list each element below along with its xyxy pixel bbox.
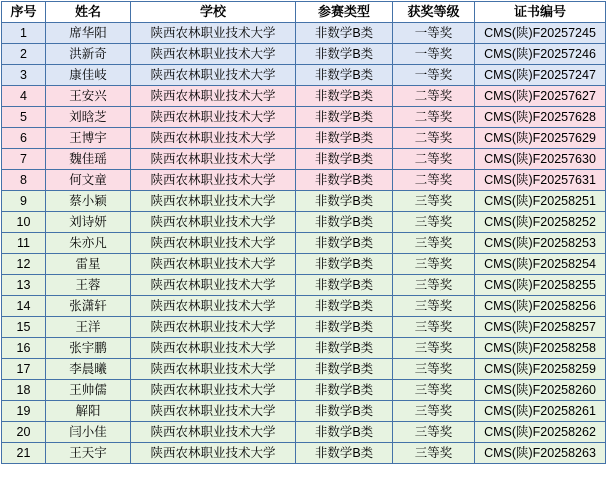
table-row [2, 170, 606, 191]
cell-student-name: 王安兴 [46, 86, 131, 107]
cell-student-name: 张潇轩 [46, 296, 131, 317]
cell-contest-type: 非数学B类 [296, 359, 393, 380]
cell-award-level: 三等奖 [393, 233, 475, 254]
cell-school: 陕西农林职业技术大学 [131, 23, 296, 44]
table-row [2, 107, 606, 128]
cell-school: 陕西农林职业技术大学 [131, 107, 296, 128]
cell-student-name: 张宇鹏 [46, 338, 131, 359]
cell-school: 陕西农林职业技术大学 [131, 65, 296, 86]
cell-serial-number: 18 [2, 380, 46, 401]
table-row [2, 422, 606, 443]
cell-certificate-number: CMS(陕)F20257628 [475, 107, 606, 128]
cell-student-name: 雷星 [46, 254, 131, 275]
cell-serial-number: 20 [2, 422, 46, 443]
table-row [2, 128, 606, 149]
cell-school: 陕西农林职业技术大学 [131, 338, 296, 359]
cell-school: 陕西农林职业技术大学 [131, 170, 296, 191]
cell-serial-number: 5 [2, 107, 46, 128]
cell-certificate-number: CMS(陕)F20258256 [475, 296, 606, 317]
cell-student-name: 王天宇 [46, 443, 131, 464]
cell-school: 陕西农林职业技术大学 [131, 86, 296, 107]
cell-student-name: 蔡小颖 [46, 191, 131, 212]
column-header-cert: 证书编号 [475, 2, 606, 23]
cell-contest-type: 非数学B类 [296, 254, 393, 275]
cell-serial-number: 15 [2, 317, 46, 338]
cell-award-level: 一等奖 [393, 65, 475, 86]
cell-contest-type: 非数学B类 [296, 422, 393, 443]
cell-contest-type: 非数学B类 [296, 338, 393, 359]
table-body [2, 23, 606, 464]
table-row [2, 401, 606, 422]
cell-serial-number: 10 [2, 212, 46, 233]
cell-certificate-number: CMS(陕)F20258251 [475, 191, 606, 212]
cell-contest-type: 非数学B类 [296, 149, 393, 170]
cell-student-name: 李晨曦 [46, 359, 131, 380]
cell-certificate-number: CMS(陕)F20257627 [475, 86, 606, 107]
cell-certificate-number: CMS(陕)F20258255 [475, 275, 606, 296]
table-row [2, 86, 606, 107]
cell-school: 陕西农林职业技术大学 [131, 317, 296, 338]
cell-award-level: 一等奖 [393, 23, 475, 44]
cell-award-level: 三等奖 [393, 254, 475, 275]
cell-certificate-number: CMS(陕)F20258262 [475, 422, 606, 443]
cell-certificate-number: CMS(陕)F20258253 [475, 233, 606, 254]
cell-award-level: 一等奖 [393, 44, 475, 65]
table-row [2, 44, 606, 65]
cell-contest-type: 非数学B类 [296, 65, 393, 86]
cell-student-name: 康佳岐 [46, 65, 131, 86]
cell-serial-number: 3 [2, 65, 46, 86]
cell-contest-type: 非数学B类 [296, 44, 393, 65]
cell-school: 陕西农林职业技术大学 [131, 212, 296, 233]
cell-serial-number: 1 [2, 23, 46, 44]
cell-certificate-number: CMS(陕)F20257629 [475, 128, 606, 149]
cell-award-level: 二等奖 [393, 128, 475, 149]
cell-award-level: 二等奖 [393, 107, 475, 128]
table-row [2, 254, 606, 275]
cell-award-level: 三等奖 [393, 443, 475, 464]
cell-serial-number: 14 [2, 296, 46, 317]
cell-contest-type: 非数学B类 [296, 191, 393, 212]
cell-serial-number: 17 [2, 359, 46, 380]
table-row [2, 23, 606, 44]
table-header-row [2, 2, 606, 23]
table-row [2, 359, 606, 380]
column-header-level: 获奖等级 [393, 2, 475, 23]
table-row [2, 191, 606, 212]
cell-certificate-number: CMS(陕)F20257246 [475, 44, 606, 65]
cell-serial-number: 16 [2, 338, 46, 359]
cell-school: 陕西农林职业技术大学 [131, 401, 296, 422]
cell-school: 陕西农林职业技术大学 [131, 422, 296, 443]
cell-certificate-number: CMS(陕)F20258259 [475, 359, 606, 380]
column-header-name: 姓名 [46, 2, 131, 23]
cell-student-name: 何文童 [46, 170, 131, 191]
cell-serial-number: 11 [2, 233, 46, 254]
table-row [2, 212, 606, 233]
cell-certificate-number: CMS(陕)F20258261 [475, 401, 606, 422]
table-row [2, 380, 606, 401]
cell-certificate-number: CMS(陕)F20258252 [475, 212, 606, 233]
cell-serial-number: 9 [2, 191, 46, 212]
cell-contest-type: 非数学B类 [296, 128, 393, 149]
cell-school: 陕西农林职业技术大学 [131, 359, 296, 380]
cell-serial-number: 13 [2, 275, 46, 296]
cell-certificate-number: CMS(陕)F20258258 [475, 338, 606, 359]
cell-school: 陕西农林职业技术大学 [131, 128, 296, 149]
cell-school: 陕西农林职业技术大学 [131, 191, 296, 212]
cell-certificate-number: CMS(陕)F20258260 [475, 380, 606, 401]
cell-contest-type: 非数学B类 [296, 170, 393, 191]
cell-contest-type: 非数学B类 [296, 107, 393, 128]
cell-contest-type: 非数学B类 [296, 275, 393, 296]
cell-award-level: 三等奖 [393, 191, 475, 212]
award-list-table [1, 1, 606, 464]
cell-award-level: 三等奖 [393, 275, 475, 296]
cell-contest-type: 非数学B类 [296, 317, 393, 338]
table-row [2, 443, 606, 464]
cell-contest-type: 非数学B类 [296, 86, 393, 107]
cell-contest-type: 非数学B类 [296, 443, 393, 464]
cell-award-level: 二等奖 [393, 149, 475, 170]
cell-student-name: 闫小佳 [46, 422, 131, 443]
column-header-school: 学校 [131, 2, 296, 23]
cell-serial-number: 4 [2, 86, 46, 107]
table-row [2, 317, 606, 338]
table-row [2, 338, 606, 359]
cell-serial-number: 21 [2, 443, 46, 464]
cell-student-name: 王帅儒 [46, 380, 131, 401]
cell-student-name: 魏佳瑶 [46, 149, 131, 170]
cell-contest-type: 非数学B类 [296, 212, 393, 233]
cell-serial-number: 12 [2, 254, 46, 275]
cell-contest-type: 非数学B类 [296, 23, 393, 44]
cell-contest-type: 非数学B类 [296, 296, 393, 317]
cell-student-name: 王博宇 [46, 128, 131, 149]
cell-award-level: 二等奖 [393, 170, 475, 191]
cell-school: 陕西农林职业技术大学 [131, 296, 296, 317]
cell-serial-number: 19 [2, 401, 46, 422]
cell-certificate-number: CMS(陕)F20258254 [475, 254, 606, 275]
cell-award-level: 三等奖 [393, 212, 475, 233]
cell-school: 陕西农林职业技术大学 [131, 149, 296, 170]
cell-school: 陕西农林职业技术大学 [131, 380, 296, 401]
cell-student-name: 朱亦凡 [46, 233, 131, 254]
table-row [2, 275, 606, 296]
cell-certificate-number: CMS(陕)F20258263 [475, 443, 606, 464]
cell-certificate-number: CMS(陕)F20257245 [475, 23, 606, 44]
cell-student-name: 刘晗芝 [46, 107, 131, 128]
cell-award-level: 三等奖 [393, 359, 475, 380]
cell-award-level: 三等奖 [393, 380, 475, 401]
cell-award-level: 三等奖 [393, 422, 475, 443]
table-row [2, 296, 606, 317]
cell-award-level: 三等奖 [393, 296, 475, 317]
cell-certificate-number: CMS(陕)F20258257 [475, 317, 606, 338]
cell-student-name: 王洋 [46, 317, 131, 338]
cell-student-name: 解阳 [46, 401, 131, 422]
table-row [2, 233, 606, 254]
cell-award-level: 二等奖 [393, 86, 475, 107]
cell-contest-type: 非数学B类 [296, 380, 393, 401]
cell-school: 陕西农林职业技术大学 [131, 44, 296, 65]
cell-student-name: 席华阳 [46, 23, 131, 44]
cell-award-level: 三等奖 [393, 401, 475, 422]
cell-serial-number: 6 [2, 128, 46, 149]
cell-school: 陕西农林职业技术大学 [131, 254, 296, 275]
cell-certificate-number: CMS(陕)F20257247 [475, 65, 606, 86]
cell-contest-type: 非数学B类 [296, 233, 393, 254]
table-row [2, 149, 606, 170]
cell-award-level: 三等奖 [393, 317, 475, 338]
column-header-no: 序号 [2, 2, 46, 23]
cell-student-name: 洪新奇 [46, 44, 131, 65]
cell-school: 陕西农林职业技术大学 [131, 275, 296, 296]
column-header-type: 参赛类型 [296, 2, 393, 23]
cell-certificate-number: CMS(陕)F20257631 [475, 170, 606, 191]
table-row [2, 65, 606, 86]
cell-school: 陕西农林职业技术大学 [131, 443, 296, 464]
cell-certificate-number: CMS(陕)F20257630 [475, 149, 606, 170]
cell-student-name: 刘诗妍 [46, 212, 131, 233]
cell-contest-type: 非数学B类 [296, 401, 393, 422]
cell-award-level: 三等奖 [393, 338, 475, 359]
cell-school: 陕西农林职业技术大学 [131, 233, 296, 254]
cell-student-name: 王蓉 [46, 275, 131, 296]
cell-serial-number: 8 [2, 170, 46, 191]
cell-serial-number: 7 [2, 149, 46, 170]
cell-serial-number: 2 [2, 44, 46, 65]
